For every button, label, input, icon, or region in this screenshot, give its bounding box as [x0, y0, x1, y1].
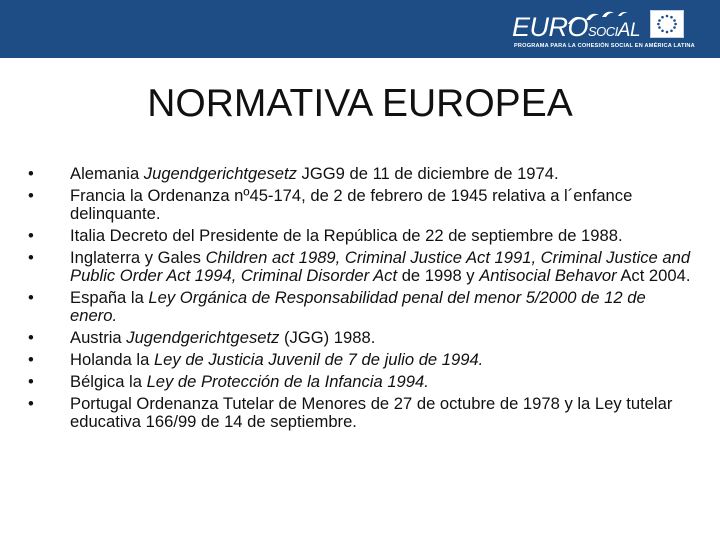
regulation-list: [24, 165, 694, 435]
list-item: [24, 187, 694, 222]
list-item: [24, 329, 694, 347]
bullet-icon: •: [28, 287, 34, 307]
item-text: JGG9 de 11 de diciembre de 1974.: [296, 164, 559, 183]
item-text: Act 2004.: [616, 265, 691, 285]
list-item: [24, 249, 694, 284]
list-item: [24, 227, 694, 245]
item-text-italic: Ley de Justicia Juvenil de 7 de julio de 1994.: [153, 349, 484, 369]
item-text-italic: Ley de Protección de la Infancia 1994.: [146, 372, 429, 392]
bullet-icon: •: [28, 372, 34, 392]
birds-icon: [560, 8, 650, 30]
item-text-italic: Antisocial Behavor: [479, 265, 617, 285]
item-text-italic: Ley Orgánica de Responsabilidad penal del menor 5/2000 de 12 de enero.: [70, 287, 646, 325]
item-text: Holanda la: [70, 349, 154, 369]
list-item: [24, 289, 694, 324]
item-text: Portugal Ordenanza Tutelar de Menores de 27 de octubre de 1978 y la Ley tutelar educativa 166/99 de 14 de septiembre.: [70, 394, 673, 431]
logo-tagline: PROGRAMA PARA LA COHESIÓN SOCIAL EN AMÉRICA LATINA: [514, 43, 695, 49]
eu-flag-icon: [650, 10, 684, 38]
list-item: [24, 165, 694, 183]
item-text: Alemania: [70, 164, 144, 183]
item-text: Inglaterra y Gales: [70, 248, 206, 268]
bullet-icon: •: [28, 164, 34, 183]
bullet-icon: •: [28, 186, 34, 206]
item-text: de 1998 y: [397, 265, 480, 285]
bullet-icon: •: [28, 349, 34, 369]
item-text: España la: [70, 287, 149, 307]
bullet-icon: •: [28, 248, 34, 268]
list-item: [24, 395, 694, 430]
header-bar: [0, 0, 720, 58]
item-text: Austria: [70, 327, 127, 347]
item-text: Francia la Ordenanza nº45-174, de 2 de febrero de 1945 relativa a l´enfance delinquante.: [70, 186, 633, 223]
bullet-icon: •: [28, 394, 34, 414]
bullet-icon: •: [28, 327, 34, 347]
logo-brand-eu: EURO: [512, 12, 589, 42]
item-text-italic: Jugendgerichtgesetz: [126, 327, 280, 347]
item-text-italic: Children act 1989, Criminal Justice Act 1991, Criminal Justice and Public Order Act 1994, Criminal Disorder Act: [70, 248, 691, 285]
page-title: NORMATIVA EUROPEA: [147, 82, 573, 125]
bullet-icon: •: [28, 225, 34, 245]
item-text-italic: Jugendgerichtgesetz: [143, 164, 297, 183]
item-text: Bélgica la: [70, 372, 147, 392]
eurosocial-logo: [512, 8, 710, 54]
list-item: [24, 373, 694, 391]
item-text: (JGG) 1988.: [279, 327, 376, 347]
logo-brand-social: sociAL: [588, 20, 641, 41]
list-item: [24, 351, 694, 369]
item-text: Italia Decreto del Presidente de la República de 22 de septiembre de 1988.: [70, 225, 623, 245]
